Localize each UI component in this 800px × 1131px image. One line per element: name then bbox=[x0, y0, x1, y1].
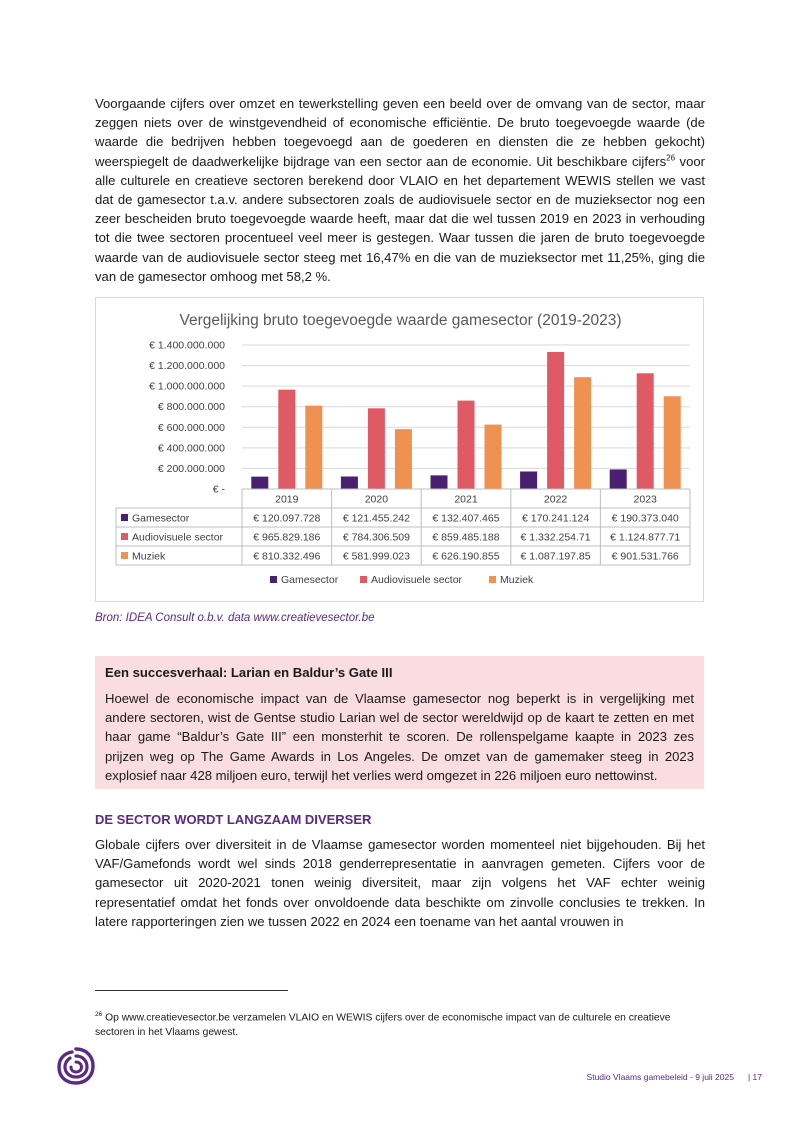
intro-paragraph bbox=[95, 94, 705, 286]
legend-key bbox=[489, 576, 496, 583]
y-tick-label: € 800.000.000 bbox=[157, 401, 225, 414]
table-cell-value: € 120.097.728 bbox=[253, 512, 321, 525]
footnote-text: Op www.creatievesector.be verzamelen VLAIO en WEWIS cijfers over de economische impact van de culturele en creatieve sectoren in het Vlaams gewest. bbox=[95, 1012, 671, 1039]
table-cell-value: € 965.829.186 bbox=[253, 531, 321, 544]
table-cell-value: € 784.306.509 bbox=[342, 531, 410, 544]
x-tick-label: 2019 bbox=[275, 493, 299, 506]
y-tick-label: € 1.400.000.000 bbox=[149, 339, 225, 352]
chart-source: Bron: IDEA Consult o.b.v. data www.creatievesector.be bbox=[95, 612, 375, 624]
bar-muziek-2023 bbox=[664, 396, 681, 489]
table-cell-value: € 1.087.197.85 bbox=[520, 550, 591, 563]
table-cell-value: € 132.407.465 bbox=[432, 512, 500, 525]
bar-gamesector-2019 bbox=[251, 477, 268, 489]
intro-text-1: Voorgaande cijfers over omzet en tewerkstelling geven een beeld over de omvang van de sector, maar zeggen niets over de winstgevendheid of economische efficiëntie. De bruto toegevoegde waarde (de waarde die bedrijven hebben toegevoegd aan de goederen en diensten die ze hebben gekocht) weerspiegelt de daadwerkelijke bijdrage van een sector aan de economie. Uit beschikbare cijfers bbox=[95, 96, 705, 169]
table-cell-value: € 1.332.254.71 bbox=[520, 531, 591, 544]
studio-logo-icon bbox=[56, 1046, 96, 1086]
y-tick-label: € 400.000.000 bbox=[157, 442, 225, 455]
success-story-body: Hoewel de economische impact van de Vlaamse gamesector nog beperkt is in vergelijking met andere sectoren, wist de Gentse studio Larian wel de sector wereldwijd op de kaart te zetten en met haar game “Baldur’s Gate III” een monsterhit te scoren. De rollenspelgame kaapte in 2023 zes prijzen weg op The Game Awards in Los Angeles. De omzet van de gamemaker steeg in 2023 explosief naar 428 miljoen euro, terwijl het verlies werd omgezet in 226 miljoen euro nettowinst. bbox=[105, 691, 694, 783]
table-legend-key bbox=[121, 552, 128, 559]
x-tick-label: 2023 bbox=[633, 493, 657, 506]
bar-chart-container bbox=[95, 297, 704, 602]
table-cell-value: € 581.999.023 bbox=[342, 550, 410, 563]
bar-audiovisuele-sector-2023 bbox=[637, 373, 654, 489]
bar-gamesector-2021 bbox=[431, 475, 448, 489]
bar-gamesector-2022 bbox=[520, 471, 537, 489]
intro-text-2: voor alle culturele en creatieve sectoren berekend door VLAIO en het departement WEWIS stellen we vast dat de gamesector t.a.v. andere subsectoren zoals de audiovisuele sector en de muzieksector nog een zeer bescheiden bruto toegevoegde waarde heeft, maar dat die wel tussen 2019 en 2023 in verhouding tot die twee sectoren procentueel veel meer is gestegen. Waar tussen die jaren de bruto toegevoegde waarde van de audiovisuele sector steeg met 16,47% en die van de muzieksector met 11,25%, ging die van de gamesector omhoog met 58,2 %. bbox=[95, 153, 706, 284]
footnote-divider bbox=[95, 990, 288, 991]
table-cell-value: € 121.455.242 bbox=[342, 512, 410, 525]
page-footer bbox=[587, 1072, 762, 1082]
bar-muziek-2019 bbox=[305, 406, 322, 489]
y-tick-label: € 1.000.000.000 bbox=[149, 380, 225, 393]
bar-audiovisuele-sector-2021 bbox=[458, 401, 475, 489]
success-story-box bbox=[95, 656, 704, 789]
success-story-title: Een succesverhaal: Larian en Baldur’s Gate III bbox=[105, 665, 393, 680]
bar-muziek-2021 bbox=[485, 425, 502, 489]
footnote-number: 26 bbox=[95, 1011, 103, 1018]
footer-document: Studio Vlaams gamebeleid - 9 juli 2025 bbox=[586, 1072, 734, 1082]
legend-label: Muziek bbox=[500, 574, 534, 586]
bar-muziek-2022 bbox=[574, 377, 591, 489]
legend-label: Gamesector bbox=[281, 574, 339, 586]
diversity-paragraph: Globale cijfers over diversiteit in de Vlaamse gamesector worden momenteel niet bijgehouden. Bij het VAF/Gamefonds wordt wel sinds 2018 genderrepresentatie in aanvragen gemeten. Cijfers voor de gamesector uit 2020-2021 tonen weinig diversiteit, maar zijn volgens het VAF echter weinig representatief omdat het fonds over onvoldoende data beschikte om zinvolle conclusies te trekken. In latere rapporteringen zien we tussen 2022 en 2024 een toename van het aantal vrouwen in bbox=[95, 837, 705, 929]
table-cell-value: € 901.531.766 bbox=[611, 550, 679, 563]
section-heading: DE SECTOR WORDT LANGZAAM DIVERSER bbox=[95, 812, 372, 827]
table-cell-value: € 626.190.855 bbox=[432, 550, 500, 563]
bar-chart bbox=[96, 298, 705, 603]
x-tick-label: 2022 bbox=[543, 493, 568, 506]
bar-audiovisuele-sector-2020 bbox=[368, 408, 385, 489]
bar-muziek-2020 bbox=[395, 429, 412, 489]
legend-key bbox=[360, 576, 367, 583]
bar-audiovisuele-sector-2022 bbox=[547, 352, 564, 489]
x-tick-label: 2021 bbox=[454, 493, 478, 506]
table-series-label: Gamesector bbox=[132, 512, 190, 525]
legend-label: Audiovisuele sector bbox=[371, 574, 463, 586]
table-cell-value: € 190.373.040 bbox=[611, 512, 679, 525]
table-cell-value: € 1.124.877.71 bbox=[610, 531, 681, 544]
y-tick-label: € 1.200.000.000 bbox=[149, 360, 225, 373]
chart-title: Vergelijking bruto toegevoegde waarde gamesector (2019-2023) bbox=[179, 312, 622, 329]
x-tick-label: 2020 bbox=[364, 493, 389, 506]
y-tick-label: € 600.000.000 bbox=[157, 421, 225, 434]
footnote-reference[interactable]: 26 bbox=[666, 153, 676, 163]
y-tick-label: € - bbox=[212, 483, 225, 496]
table-cell-value: € 859.485.188 bbox=[432, 531, 500, 544]
table-series-label: Muziek bbox=[132, 550, 166, 563]
table-cell-value: € 810.332.496 bbox=[253, 550, 321, 563]
bar-audiovisuele-sector-2019 bbox=[278, 390, 295, 489]
table-cell-value: € 170.241.124 bbox=[522, 512, 590, 525]
footer-page-number: | 17 bbox=[747, 1072, 762, 1082]
table-legend-key bbox=[121, 514, 128, 521]
footnote bbox=[95, 1007, 705, 1040]
y-tick-label: € 200.000.000 bbox=[157, 462, 225, 475]
table-series-label: Audiovisuele sector bbox=[132, 531, 224, 544]
table-legend-key bbox=[121, 533, 128, 540]
bar-gamesector-2023 bbox=[610, 469, 627, 489]
legend-key bbox=[270, 576, 277, 583]
bar-gamesector-2020 bbox=[341, 477, 358, 489]
